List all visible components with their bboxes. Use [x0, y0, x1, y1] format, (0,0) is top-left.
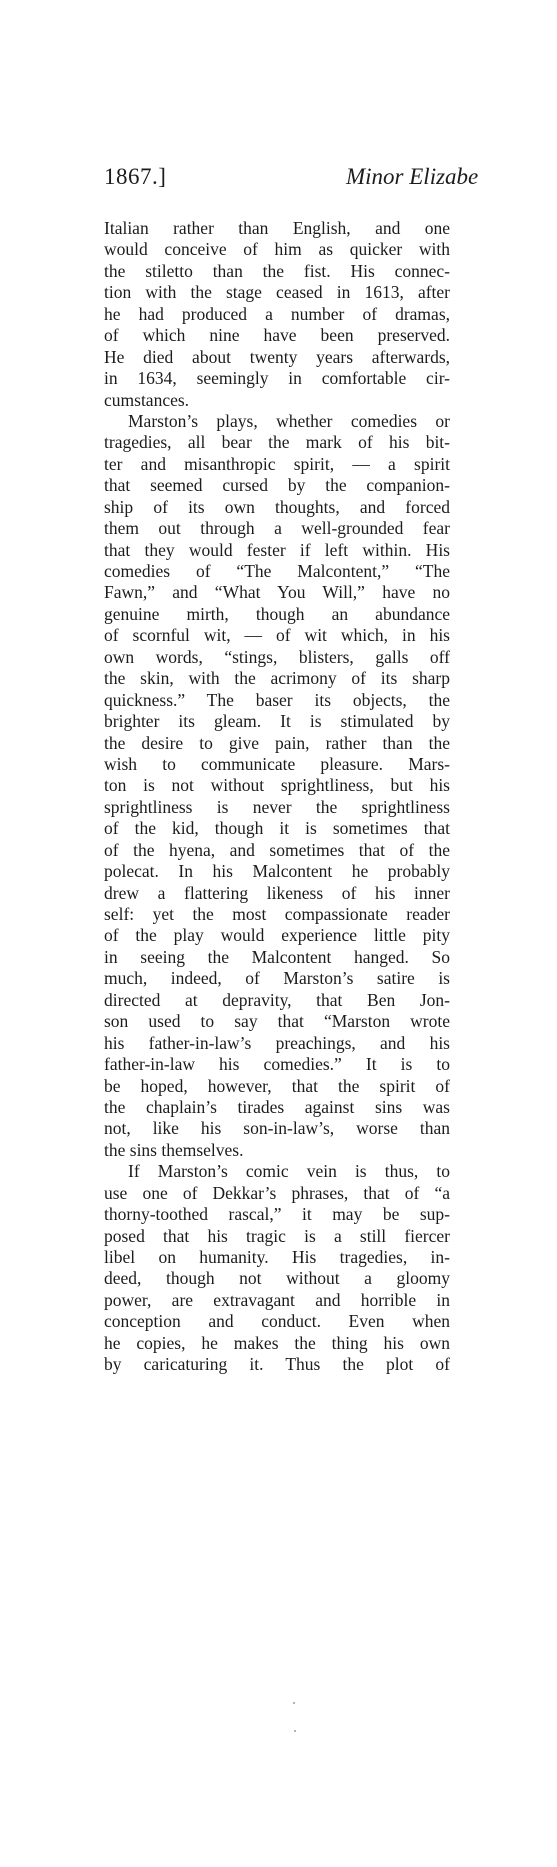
- text-line: would conceive of him as quicker with: [104, 239, 450, 260]
- text-line: his father-in-law’s preachings, and his: [104, 1032, 450, 1053]
- text-line: the stiletto than the fist. His connec-: [104, 260, 450, 281]
- text-line: of which nine have been preserved.: [104, 325, 450, 346]
- text-line: He died about twenty years afterwards,: [104, 346, 450, 367]
- print-speck: [294, 1730, 296, 1732]
- text-line: not, like his son-in-law’s, worse than: [104, 1118, 450, 1139]
- text-line: by caricaturing it. Thus the plot of: [104, 1354, 450, 1375]
- text-line: comedies of “The Malcontent,” “The: [104, 561, 450, 581]
- text-line: of the hyena, and sometimes that of the: [104, 839, 450, 860]
- text-line: sprightliness is never the sprightliness: [104, 796, 450, 817]
- text-line: conception and conduct. Even when: [104, 1311, 450, 1332]
- text-line: of scornful wit, — of wit which, in his: [104, 625, 450, 646]
- text-line: deed, though not without a gloomy: [104, 1268, 450, 1289]
- text-line: be hoped, however, that the spirit of: [104, 1075, 450, 1096]
- text-line: he copies, he makes the thing his own: [104, 1332, 450, 1353]
- text-line: that they would fester if left within. His: [104, 539, 450, 560]
- text-line: of the kid, though it is sometimes that: [104, 818, 450, 839]
- text-line: brighter its gleam. It is stimulated by: [104, 711, 450, 732]
- text-line: Marston’s plays, whether comedies or: [128, 410, 450, 431]
- text-line: own words, “stings, blisters, galls off: [104, 646, 450, 667]
- text-line: of the play would experience little pity: [104, 925, 450, 946]
- text-line: ter and misanthropic spirit, — a spirit: [104, 453, 450, 474]
- text-line: the sins themselves.: [104, 1139, 244, 1160]
- text-line: directed at depravity, that Ben Jon-: [104, 989, 450, 1010]
- text-line: wish to communicate pleasure. Mars-: [104, 753, 450, 774]
- text-line: them out through a well-grounded fear: [104, 518, 450, 539]
- print-speck: [293, 1702, 295, 1704]
- text-line: the skin, with the acrimony of its sharp: [104, 668, 450, 689]
- text-line: Italian rather than English, and one: [104, 218, 450, 238]
- body-text: [104, 218, 450, 1376]
- text-line: power, are extravagant and horrible in: [104, 1289, 450, 1310]
- text-line: self: yet the most compassionate reader: [104, 904, 450, 924]
- text-line: ship of its own thoughts, and forced: [104, 496, 450, 517]
- text-line: use one of Dekkar’s phrases, that of “a: [104, 1182, 450, 1203]
- text-line: the desire to give pain, rather than the: [104, 732, 450, 753]
- text-line: cumstances.: [104, 389, 190, 410]
- text-line: much, indeed, of Marston’s satire is: [104, 968, 450, 989]
- page-number: 1867.]: [104, 164, 167, 189]
- text-line: thorny-toothed rascal,” it may be sup-: [104, 1204, 450, 1225]
- text-line: drew a flattering likeness of his inner: [104, 882, 450, 903]
- text-line: in 1634, seemingly in comfortable cir-: [104, 368, 450, 389]
- text-line: tion with the stage ceased in 1613, after: [104, 282, 450, 303]
- text-line: posed that his tragic is a still fiercer: [104, 1225, 450, 1246]
- paragraph-3: [104, 1161, 450, 1375]
- text-line: quickness.” The baser its objects, the: [104, 689, 450, 710]
- running-title: Minor Elizabe: [346, 164, 479, 189]
- text-line: in seeing the Malcontent hanged. So: [104, 946, 450, 967]
- text-line: tragedies, all bear the mark of his bit-: [104, 432, 450, 453]
- text-line: polecat. In his Malcontent he probably: [104, 861, 450, 882]
- text-line: Fawn,” and “What You Will,” have no: [104, 582, 450, 603]
- text-line: son used to say that “Marston wrote: [104, 1011, 450, 1032]
- text-line: libel on humanity. His tragedies, in-: [104, 1247, 450, 1267]
- text-line: genuine mirth, though an abundance: [104, 603, 450, 624]
- text-line: that seemed cursed by the companion-: [104, 475, 450, 496]
- text-line: ton is not without sprightliness, but his: [104, 775, 450, 796]
- running-head: [104, 164, 557, 198]
- paragraph-1: [104, 218, 450, 411]
- text-line: If Marston’s comic vein is thus, to: [128, 1161, 450, 1182]
- text-line: the chaplain’s tirades against sins was: [104, 1096, 450, 1117]
- text-line: he had produced a number of dramas,: [104, 303, 450, 324]
- paragraph-2: [104, 411, 450, 1161]
- text-line: father-in-law his comedies.” It is to: [104, 1054, 450, 1075]
